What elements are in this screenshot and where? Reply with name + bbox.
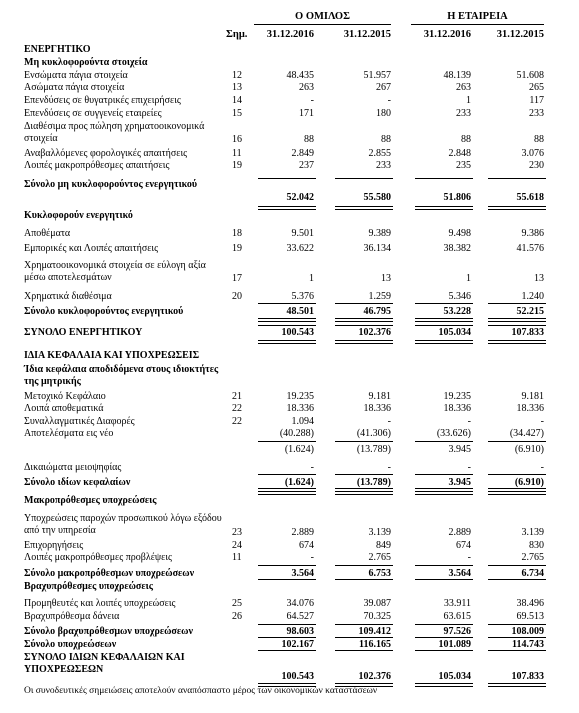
row-value: 674 [299, 540, 314, 551]
double-total-rule [335, 206, 393, 210]
row-value: 849 [376, 540, 391, 551]
row-value: (13.789) [356, 477, 391, 488]
row-value: 171 [299, 108, 314, 119]
row-value: - [387, 416, 391, 427]
column-header-group-2016: 31.12.2016 [266, 29, 314, 40]
total-rule [488, 650, 546, 651]
total-rule [415, 474, 473, 475]
row-value: 2.849 [291, 148, 314, 159]
row-note-ref: 19 [232, 160, 242, 171]
total-rule [335, 624, 393, 625]
total-rule [335, 441, 393, 442]
row-value: 13 [381, 273, 391, 284]
total-rule [415, 441, 473, 442]
row-value: 38.382 [443, 243, 471, 254]
double-total-rule [415, 340, 473, 344]
row-value: - [310, 462, 314, 473]
double-total-rule [258, 491, 316, 495]
row-value: 48.139 [443, 70, 471, 81]
row-value: 18.336 [286, 403, 314, 414]
row-value: 3.564 [291, 568, 314, 579]
total-rule [335, 637, 393, 638]
double-total-rule [488, 340, 546, 344]
double-total-rule [258, 318, 316, 322]
row-value: 9.501 [291, 228, 314, 239]
row-label: Μακροπρόθεσμες υποχρεώσεις [24, 495, 157, 506]
row-label: Συναλλαγματικές Διαφορές [24, 416, 135, 427]
row-note-ref: 18 [232, 228, 242, 239]
row-note-ref: 20 [232, 291, 242, 302]
company-header: Η ΕΤΑΙΡΕΙΑ [447, 11, 508, 22]
row-value: 263 [456, 82, 471, 93]
total-rule [415, 650, 473, 651]
row-label: Μετοχικό Κεφάλαιο [24, 391, 106, 402]
row-label: ΙΔΙΑ ΚΕΦΑΛΑΙΑ ΚΑΙ ΥΠΟΧΡΕΩΣΕΙΣ [24, 350, 200, 361]
total-rule [258, 579, 316, 580]
row-value: 2.765 [521, 552, 544, 563]
row-value: 3.139 [521, 527, 544, 538]
row-label: Ασώματα πάγια στοιχεία [24, 82, 125, 93]
row-value: 105.034 [438, 671, 471, 682]
total-rule [335, 579, 393, 580]
row-value: - [310, 552, 314, 563]
group-header-rule [254, 24, 391, 25]
row-label: Επενδύσεις σε συγγενείς εταιρείες [24, 108, 162, 119]
row-label: Επενδύσεις σε θυγατρικές επιχειρήσεις [24, 95, 181, 106]
total-rule [415, 565, 473, 566]
row-label: Κυκλοφορούν ενεργητικό [24, 210, 133, 221]
row-value: 233 [376, 160, 391, 171]
total-rule [258, 624, 316, 625]
row-value: 88 [534, 134, 544, 145]
row-value: 6.734 [521, 568, 544, 579]
row-note-ref: 17 [232, 273, 242, 284]
row-label: Μη κυκλοφορούντα στοιχεία [24, 57, 148, 68]
double-total-rule [415, 318, 473, 322]
row-value: 230 [529, 160, 544, 171]
row-label: Αποθέματα [24, 228, 71, 239]
total-rule [258, 637, 316, 638]
total-rule [258, 565, 316, 566]
row-value: 9.181 [368, 391, 391, 402]
double-total-rule [258, 340, 316, 344]
row-label: Διαθέσιμα προς πώληση χρηματοοικονομικά στοιχεία [24, 121, 205, 144]
total-rule [488, 441, 546, 442]
total-rule [488, 624, 546, 625]
row-value: 51.608 [516, 70, 544, 81]
row-note-ref: 16 [232, 134, 242, 145]
total-rule [335, 178, 393, 179]
row-label: Σύνολο ιδίων κεφαλαίων [24, 477, 131, 488]
row-value: 3.564 [448, 568, 471, 579]
total-rule [488, 488, 546, 489]
row-value: 2.765 [368, 552, 391, 563]
row-value: - [540, 416, 544, 427]
row-label: Σύνολο υποχρεώσεων [24, 639, 117, 650]
row-value: 52.042 [286, 192, 314, 203]
row-note-ref: 21 [232, 391, 242, 402]
row-value: 33.911 [443, 598, 471, 609]
row-value: 69.513 [516, 611, 544, 622]
row-value: 2.848 [448, 148, 471, 159]
row-value: (33.626) [436, 428, 471, 439]
row-value: 114.743 [512, 639, 544, 650]
double-total-rule [335, 491, 393, 495]
total-rule [335, 488, 393, 489]
row-note-ref: 22 [232, 416, 242, 427]
total-rule [415, 624, 473, 625]
row-label: Αποτελέσματα εις νέο [24, 428, 114, 439]
row-value: (13.789) [356, 444, 391, 455]
total-rule [488, 579, 546, 580]
row-value: 19.235 [286, 391, 314, 402]
row-value: 102.167 [281, 639, 314, 650]
row-value: 267 [376, 82, 391, 93]
row-value: 34.076 [286, 598, 314, 609]
row-label: Υποχρεώσεις παροχών προσωπικού λόγω εξόδου από την υπηρεσία [24, 513, 222, 536]
row-value: 830 [529, 540, 544, 551]
row-value: 116.165 [359, 639, 391, 650]
row-label: Σύνολο βραχυπρόθεσμων υποχρεώσεων [24, 626, 193, 637]
row-label: Χρηματοοικονομικά στοιχεία σε εύλογη αξία μέσω αποτελεσμάτων [24, 260, 206, 283]
row-value: 180 [376, 108, 391, 119]
row-label: Σύνολο κυκλοφορούντος ενεργητικού [24, 306, 184, 317]
row-label: Δικαιώματα μειοψηφίας [24, 462, 122, 473]
row-value: 1 [466, 95, 471, 106]
row-value: 1 [466, 273, 471, 284]
column-header-company-2015: 31.12.2015 [496, 29, 544, 40]
total-rule [335, 565, 393, 566]
total-rule [335, 303, 393, 304]
double-total-rule [415, 491, 473, 495]
row-value: 51.957 [363, 70, 391, 81]
note-column-header: Σημ. [226, 29, 248, 40]
total-rule [415, 637, 473, 638]
total-rule [258, 488, 316, 489]
row-value: 88 [381, 134, 391, 145]
total-rule [335, 650, 393, 651]
row-value: - [467, 462, 471, 473]
row-value: - [467, 552, 471, 563]
row-value: 51.806 [443, 192, 471, 203]
row-value: 100.543 [281, 671, 314, 682]
row-label: Λοιπά αποθεματικά [24, 403, 104, 414]
row-label: Σύνολο μη κυκλοφορούντος ενεργητικού [24, 179, 198, 190]
double-total-rule [335, 340, 393, 344]
row-value: 36.134 [363, 243, 391, 254]
row-value: 88 [304, 134, 314, 145]
row-value: 3.076 [521, 148, 544, 159]
row-value: 109.412 [358, 626, 391, 637]
row-note-ref: 13 [232, 82, 242, 93]
company-header-rule [411, 24, 544, 25]
double-total-rule [488, 683, 546, 687]
row-value: 265 [529, 82, 544, 93]
row-value: 3.139 [368, 527, 391, 538]
row-value: 5.376 [291, 291, 314, 302]
row-value: 237 [299, 160, 314, 171]
row-label: Ενσώματα πάγια στοιχεία [24, 70, 128, 81]
row-note-ref: 26 [232, 611, 242, 622]
total-rule [258, 303, 316, 304]
double-total-rule [415, 683, 473, 687]
row-value: 102.376 [358, 327, 391, 338]
row-value: 18.336 [516, 403, 544, 414]
row-value: 1.094 [291, 416, 314, 427]
row-value: (40.288) [279, 428, 314, 439]
total-rule [258, 441, 316, 442]
row-value: 1.259 [368, 291, 391, 302]
row-value: (6.910) [514, 444, 544, 455]
row-value: 13 [534, 273, 544, 284]
double-total-rule [488, 318, 546, 322]
total-rule [335, 325, 393, 326]
total-rule [415, 178, 473, 179]
total-rule [488, 565, 546, 566]
total-rule [258, 474, 316, 475]
row-note-ref: 11 [232, 148, 242, 159]
row-value: 233 [456, 108, 471, 119]
row-label: Σύνολο μακροπρόθεσμων υποχρεώσεων [24, 568, 195, 579]
row-value: 107.833 [511, 327, 544, 338]
row-note-ref: 23 [232, 527, 242, 538]
row-value: 2.889 [291, 527, 314, 538]
row-value: 55.618 [516, 192, 544, 203]
total-rule [488, 178, 546, 179]
column-header-company-2016: 31.12.2016 [423, 29, 471, 40]
double-total-rule [488, 491, 546, 495]
group-header: Ο ΟΜΙΛΟΣ [295, 11, 350, 22]
row-label: Επιχορηγήσεις [24, 540, 84, 551]
total-rule [258, 178, 316, 179]
row-value: 6.753 [368, 568, 391, 579]
row-value: 235 [456, 160, 471, 171]
row-value: 5.346 [448, 291, 471, 302]
double-total-rule [335, 318, 393, 322]
row-label: Βραχυπρόθεσμα δάνεια [24, 611, 120, 622]
row-value: 101.089 [438, 639, 471, 650]
total-rule [415, 579, 473, 580]
row-value: (1.624) [284, 477, 314, 488]
row-value: - [540, 462, 544, 473]
row-value: - [310, 95, 314, 106]
row-label: Προμηθευτές και λοιπές υποχρεώσεις [24, 598, 176, 609]
total-rule [258, 650, 316, 651]
row-value: - [387, 95, 391, 106]
row-value: 41.576 [516, 243, 544, 254]
row-value: 38.496 [516, 598, 544, 609]
row-value: 233 [529, 108, 544, 119]
row-value: 1 [309, 273, 314, 284]
row-value: 117 [529, 95, 544, 106]
row-note-ref: 19 [232, 243, 242, 254]
row-value: 98.603 [286, 626, 314, 637]
row-value: 39.087 [363, 598, 391, 609]
row-value: 64.527 [286, 611, 314, 622]
total-rule [488, 325, 546, 326]
row-label: Ίδια κεφάλαια αποδιδόμενα στους ιδιοκτήτες της μητρικής [24, 364, 219, 387]
row-note-ref: 14 [232, 95, 242, 106]
row-value: 108.009 [511, 626, 544, 637]
row-value: 63.615 [443, 611, 471, 622]
row-note-ref: 12 [232, 70, 242, 81]
row-value: 100.543 [281, 327, 314, 338]
total-rule [258, 325, 316, 326]
row-label: Χρηματικά διαθέσιμα [24, 291, 112, 302]
row-value: 33.622 [286, 243, 314, 254]
row-value: 3.945 [448, 477, 471, 488]
row-value: 9.498 [448, 228, 471, 239]
row-label: ΕΝΕΡΓΗΤΙΚΟ [24, 44, 91, 55]
row-value: 19.235 [443, 391, 471, 402]
row-value: 97.526 [443, 626, 471, 637]
row-note-ref: 24 [232, 540, 242, 551]
row-value: 674 [456, 540, 471, 551]
row-value: 48.501 [286, 306, 314, 317]
total-rule [415, 488, 473, 489]
row-value: 107.833 [511, 671, 544, 682]
row-value: 3.945 [448, 444, 471, 455]
row-value: 9.181 [521, 391, 544, 402]
row-value: 55.580 [363, 192, 391, 203]
double-total-rule [488, 206, 546, 210]
row-value: 105.034 [438, 327, 471, 338]
total-rule [415, 303, 473, 304]
row-label: Λοιπές μακροπρόθεσμες απαιτήσεις [24, 160, 170, 171]
row-value: 9.389 [368, 228, 391, 239]
row-value: (34.427) [509, 428, 544, 439]
total-rule [488, 474, 546, 475]
total-rule [415, 325, 473, 326]
row-value: 1.240 [521, 291, 544, 302]
double-total-rule [258, 206, 316, 210]
row-label: Βραχυπρόθεσμες υποχρεώσεις [24, 581, 153, 592]
row-value: - [387, 462, 391, 473]
row-value: 53.228 [443, 306, 471, 317]
row-value: (41.306) [356, 428, 391, 439]
row-value: 18.336 [443, 403, 471, 414]
row-value: - [467, 416, 471, 427]
row-value: 70.325 [363, 611, 391, 622]
total-rule [335, 474, 393, 475]
row-label: Λοιπές μακροπρόθεσμες προβλέψεις [24, 552, 173, 563]
row-label: Αναβαλλόμενες φορολογικές απαιτήσεις [24, 148, 188, 159]
row-note-ref: 22 [232, 403, 242, 414]
total-rule [488, 637, 546, 638]
row-note-ref: 15 [232, 108, 242, 119]
row-value: (6.910) [514, 477, 544, 488]
row-value: 88 [461, 134, 471, 145]
row-value: 2.855 [368, 148, 391, 159]
column-header-group-2015: 31.12.2015 [343, 29, 391, 40]
row-value: 48.435 [286, 70, 314, 81]
double-total-rule [415, 206, 473, 210]
row-value: 263 [299, 82, 314, 93]
total-rule [488, 303, 546, 304]
row-label: ΣΥΝΟΛΟ ΙΔΙΩΝ ΚΕΦΑΛΑΙΩΝ ΚΑΙ ΥΠΟΧΡΕΩΣΕΩΝ [24, 652, 185, 675]
row-value: (1.624) [284, 444, 314, 455]
row-value: 102.376 [358, 671, 391, 682]
row-note-ref: 25 [232, 598, 242, 609]
row-value: 46.795 [363, 306, 391, 317]
row-note-ref: 11 [232, 552, 242, 563]
row-value: 18.336 [363, 403, 391, 414]
row-value: 52.215 [516, 306, 544, 317]
row-value: 2.889 [448, 527, 471, 538]
row-label: ΣΥΝΟΛΟ ΕΝΕΡΓΗΤΙΚΟΥ [24, 327, 143, 338]
footer-note: Οι συνοδευτικές σημειώσεις αποτελούν αναπόσπαστο μέρος των οικονομικών καταστάσεων [24, 686, 378, 696]
row-label: Εμπορικές και Λοιπές απαιτήσεις [24, 243, 159, 254]
row-value: 9.386 [521, 228, 544, 239]
